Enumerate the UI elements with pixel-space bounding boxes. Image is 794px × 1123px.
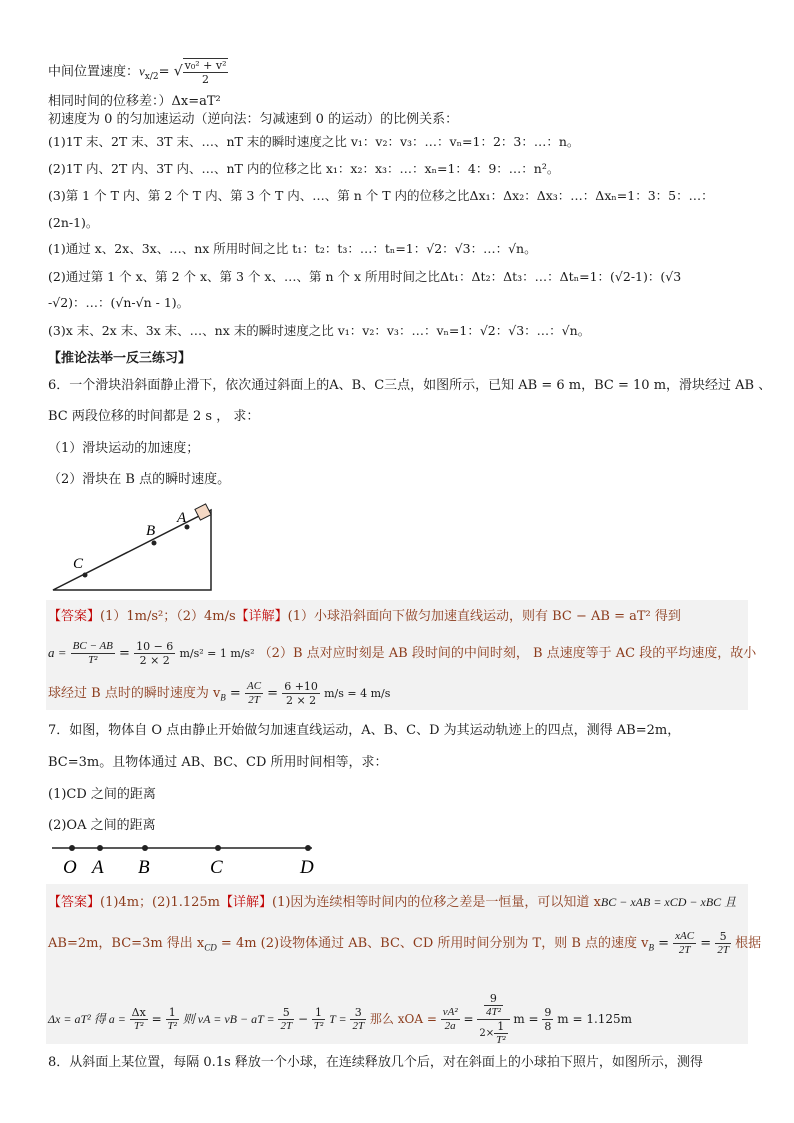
q7-sub2: (2)OA 之间的距离 bbox=[48, 818, 156, 833]
space-ratio-1: (1)通过 x、2x、3x、…、nx 所用时间之比 t₁：t₂：t₃：…：tₙ=1：√2：√3：…：√n。 bbox=[48, 241, 537, 256]
point-a-dot bbox=[97, 845, 103, 851]
point-o-dot bbox=[69, 845, 75, 851]
q6-line1: 6．一个滑块沿斜面静止滑下，依次通过斜面上的A、B、C三点，如图所示，已知 AB = 6 m，BC = 10 m，滑块经过 AB 、 bbox=[48, 378, 772, 393]
point-d-dot bbox=[305, 845, 311, 851]
point-c-dot bbox=[83, 573, 88, 578]
point-b-label: B bbox=[146, 523, 156, 539]
ratio-2: (2)1T 内、2T 内、3T 内、…、nT 内的位移之比 x₁：x₂：x₃：…：xₙ=1：4：9：…：n²。 bbox=[48, 161, 560, 176]
ratio-3a: (3)第 1 个 T 内、第 2 个 T 内、第 3 个 T 内、…、第 n 个 T 内的位移之比Δx₁：Δx₂：Δx₃：…：Δxₙ=1：3：5：…： bbox=[48, 188, 714, 203]
space-ratio-2a: (2)通过第 1 个 x、第 2 个 x、第 3 个 x、…、第 n 个 x 所用时间之比Δt₁：Δt₂：Δt₃：…：Δtₙ=1：(√2-1)：(√3 bbox=[48, 269, 682, 284]
point-c-dot bbox=[215, 845, 221, 851]
q8-line1: 8．从斜面上某位置，每隔 0.1s 释放一个小球，在连续释放几个后，对在斜面上的小球拍下照片，如图所示，测得 bbox=[48, 1055, 703, 1070]
q7-answer-line3: Δx = aT² 得 a = $\frac{\Delta x}{\text{T²}}$ = $\frac{1}{\text{T²}}$ 则 vA = vB − aT = $\frac{5}{2T}$ − $\frac{1}{\text{T²}}$ T = $\frac{3}{2T}$ 那么 xOA = $\frac{\text{vA²}}{2a}$ = $\frac{9}{\text{4T²}}$ 2× $\frac{1}{\text{T²}}$ m = $\frac{9}{8}$ m = 1.125m bbox=[48, 992, 633, 1046]
ratio-3b: (2n-1)。 bbox=[48, 215, 99, 230]
point-c-label: C bbox=[210, 857, 223, 878]
q6-sub1: （1）滑块运动的加速度； bbox=[48, 441, 200, 456]
space-ratio-3: (3)x 末、2x 末、3x 末、…、nx 末的瞬时速度之比 v₁：v₂：v₃：…：vₙ=1：√2：√3：…：√n。 bbox=[48, 323, 591, 338]
q7-answer-line2: AB=2m，BC=3m 得出 $x_{CD} = 4m$ (2)设物体通过 AB、BC、CD 所用时间分别为 T，则 B 点的速度 $v_B$ = $\frac{\text{xAC}}{2T}$ = $\frac{5}{2T}$ 根据 bbox=[48, 930, 762, 956]
point-a-label: A bbox=[177, 510, 187, 526]
section-heading: 【推论法举一反三练习】 bbox=[48, 351, 192, 366]
track-figure bbox=[50, 836, 330, 880]
point-b-dot bbox=[142, 845, 148, 851]
incline-figure bbox=[48, 500, 228, 595]
q7-answer-line1: 【答案】(1)4m；(2)1.125m【详解】(1)因为连续相等时间内的位移之差是一恒量，可以知道 xBC − xAB = xCD − xBC 且 bbox=[48, 895, 737, 910]
q6-sub2: （2）滑块在 B 点的瞬时速度。 bbox=[48, 472, 231, 487]
point-o-label: O bbox=[63, 857, 77, 878]
space-ratio-2b: -√2)：…：(√n-√n - 1)。 bbox=[48, 295, 190, 310]
point-b-label: B bbox=[138, 857, 150, 878]
q6-answer-line3: 球经过 B 点时的瞬时速度为 $v_B$ = $\frac{AC}{2T}$ = $\frac{6 +10}{2 \times 2}$ m/s = 4 m/s bbox=[48, 680, 391, 707]
q7-sub1: (1)CD 之间的距离 bbox=[48, 787, 156, 802]
incline-triangle bbox=[53, 510, 211, 590]
mid-position-velocity: 中间位置速度：$v_{x/2}=$ √ $\frac{\text{v₀² + v²}}{2}$ bbox=[48, 59, 227, 86]
point-a-label: A bbox=[92, 857, 104, 878]
point-b-dot bbox=[152, 541, 157, 546]
q7-line1: 7．如图，物体自 O 点由静止开始做匀加速直线运动，A、B、C、D 为其运动轨迹上的四点，测得 AB=2m， bbox=[48, 723, 681, 738]
displacement-difference: 相同时间的位移差：）Δx=aT² bbox=[48, 94, 221, 109]
q6-line2: BC 两段位移的时间都是 2 s ， 求： bbox=[48, 409, 260, 424]
zero-initial-ratio-heading: 初速度为 0 的匀加速运动（逆向法：匀减速到 0 的运动）的比例关系： bbox=[48, 112, 459, 127]
ratio-1: (1)1T 末、2T 末、3T 末、…、nT 末的瞬时速度之比 v₁：v₂：v₃：…：vₙ=1：2：3：…：n。 bbox=[48, 134, 580, 149]
q6-answer-line1: 【答案】(1）1m/s²；（2）4m/s【详解】(1）小球沿斜面向下做匀加速直线运动，则有 BC − AB = aT² 得到 bbox=[48, 609, 681, 624]
point-c-label: C bbox=[73, 556, 84, 572]
q6-answer-line2: a = $\frac{BC - AB}{\text{T²}}$ = $\frac{10 - 6}{2 \times 2}$ m/s² = 1 m/s² （2）B 点对应时刻是 AB 段时间的中间时刻， B 点速度等于 AC 段的平均速度，故小 bbox=[48, 640, 757, 667]
q7-line2: BC=3m。且物体通过 AB、BC、CD 所用时间相等，求： bbox=[48, 755, 388, 770]
point-d-label: D bbox=[300, 857, 314, 878]
